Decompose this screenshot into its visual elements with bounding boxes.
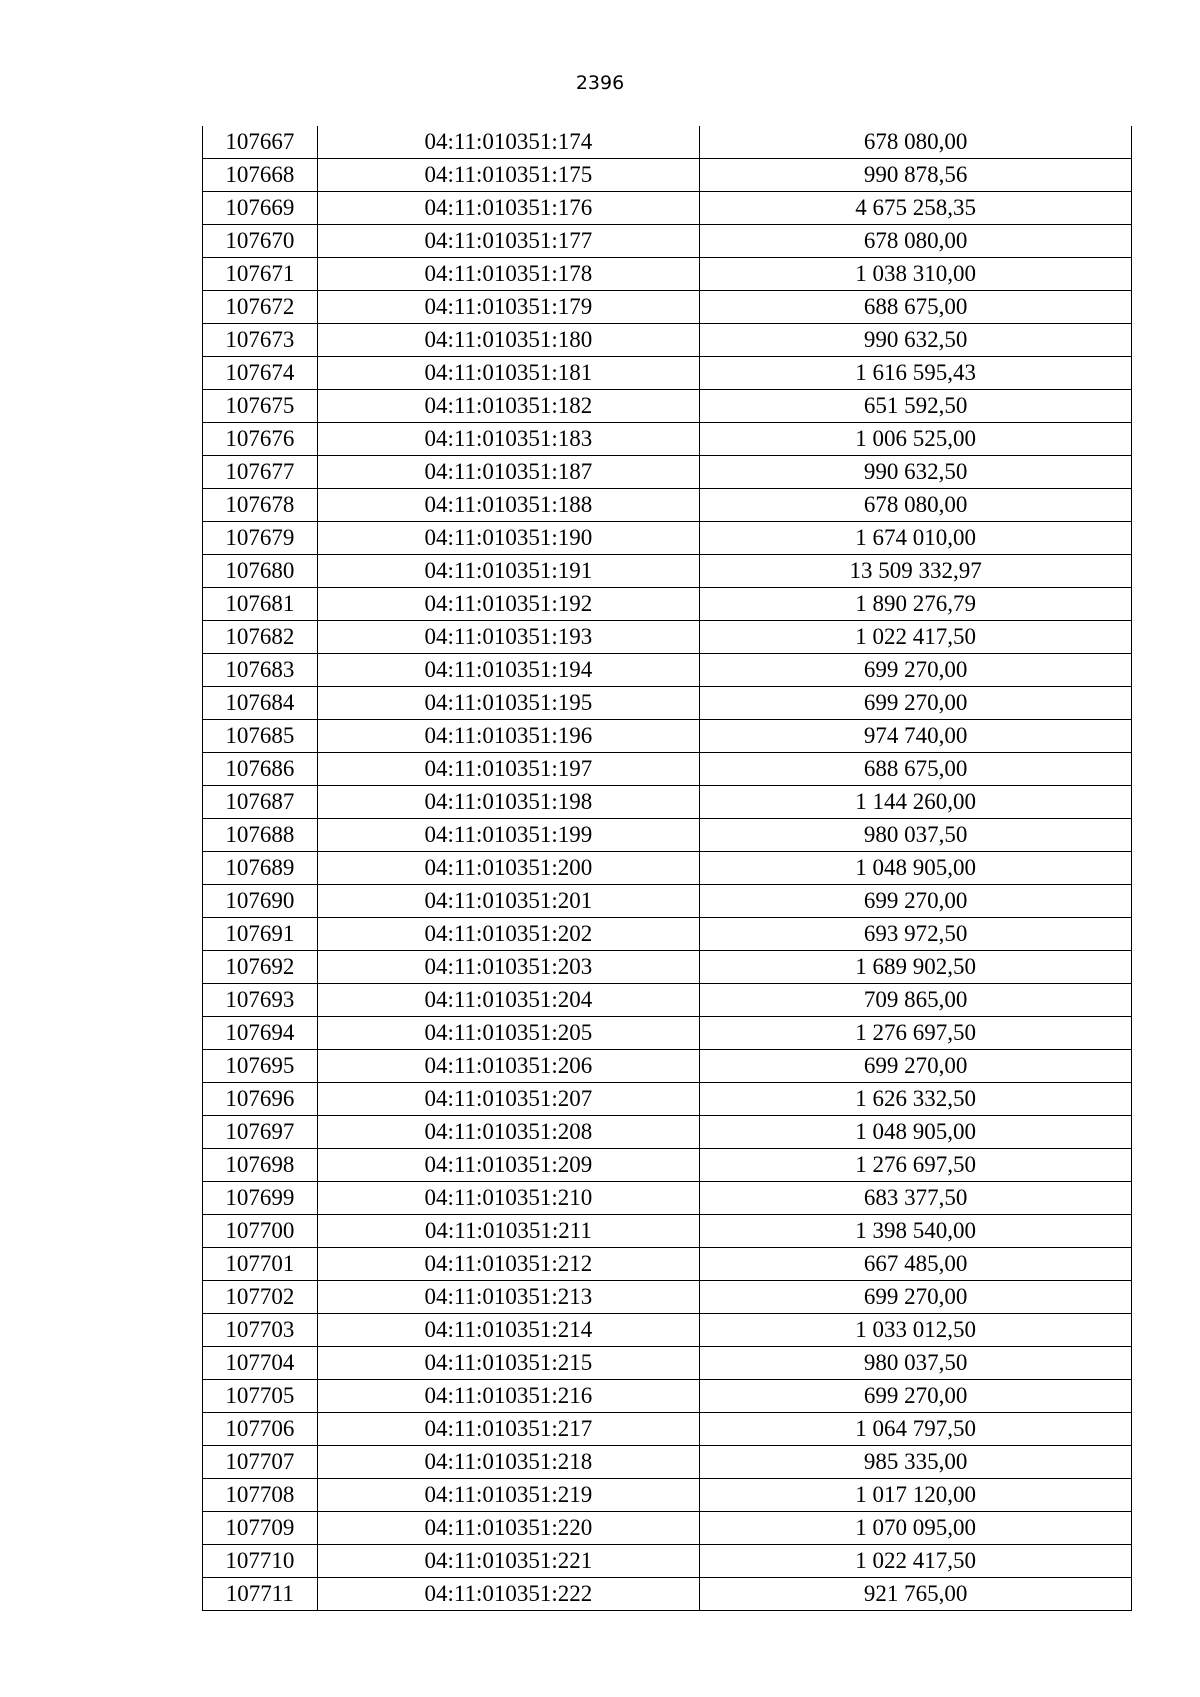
table-row (203, 819, 1132, 852)
cadastral-number-cell: 04:11:010351:213 (317, 1281, 699, 1314)
table-row (203, 1182, 1132, 1215)
row-number-cell: 107696 (203, 1083, 318, 1116)
cadastral-number-cell: 04:11:010351:180 (317, 324, 699, 357)
row-number-cell: 107692 (203, 951, 318, 984)
row-number-cell: 107702 (203, 1281, 318, 1314)
cadastral-value-cell: 699 270,00 (700, 1281, 1132, 1314)
cadastral-value-cell: 688 675,00 (700, 753, 1132, 786)
table-row (203, 324, 1132, 357)
cadastral-number-cell: 04:11:010351:175 (317, 159, 699, 192)
cadastral-value-cell: 699 270,00 (700, 654, 1132, 687)
table-row (203, 192, 1132, 225)
cadastral-number-cell: 04:11:010351:212 (317, 1248, 699, 1281)
cadastral-number-cell: 04:11:010351:187 (317, 456, 699, 489)
table-row (203, 1512, 1132, 1545)
table-row (203, 225, 1132, 258)
cadastral-value-cell: 651 592,50 (700, 390, 1132, 423)
row-number-cell: 107678 (203, 489, 318, 522)
cadastral-value-cell: 1 626 332,50 (700, 1083, 1132, 1116)
cadastral-value-cell: 1 033 012,50 (700, 1314, 1132, 1347)
cadastral-value-cell: 990 878,56 (700, 159, 1132, 192)
table-row (203, 1116, 1132, 1149)
cadastral-value-cell: 4 675 258,35 (700, 192, 1132, 225)
row-number-cell: 107691 (203, 918, 318, 951)
table-row (203, 588, 1132, 621)
row-number-cell: 107711 (203, 1578, 318, 1611)
cadastral-number-cell: 04:11:010351:218 (317, 1446, 699, 1479)
cadastral-value-cell: 1 017 120,00 (700, 1479, 1132, 1512)
row-number-cell: 107697 (203, 1116, 318, 1149)
table-row (203, 1083, 1132, 1116)
row-number-cell: 107699 (203, 1182, 318, 1215)
cadastral-number-cell: 04:11:010351:179 (317, 291, 699, 324)
cadastral-value-cell: 683 377,50 (700, 1182, 1132, 1215)
table-row (203, 390, 1132, 423)
cadastral-value-cell: 990 632,50 (700, 456, 1132, 489)
cadastral-value-cell: 699 270,00 (700, 687, 1132, 720)
row-number-cell: 107688 (203, 819, 318, 852)
cadastral-value-cell: 13 509 332,97 (700, 555, 1132, 588)
cadastral-number-cell: 04:11:010351:205 (317, 1017, 699, 1050)
table-row (203, 984, 1132, 1017)
cadastral-value-cell: 1 038 310,00 (700, 258, 1132, 291)
cadastral-number-cell: 04:11:010351:206 (317, 1050, 699, 1083)
cadastral-value-cell: 1 398 540,00 (700, 1215, 1132, 1248)
table-row (203, 786, 1132, 819)
cadastral-value-cell: 990 632,50 (700, 324, 1132, 357)
cadastral-number-cell: 04:11:010351:193 (317, 621, 699, 654)
cadastral-value-cell: 1 616 595,43 (700, 357, 1132, 390)
table-row (203, 1413, 1132, 1446)
cadastral-value-cell: 974 740,00 (700, 720, 1132, 753)
row-number-cell: 107703 (203, 1314, 318, 1347)
cadastral-value-cell: 678 080,00 (700, 126, 1132, 159)
cadastral-number-cell: 04:11:010351:191 (317, 555, 699, 588)
cadastral-number-cell: 04:11:010351:199 (317, 819, 699, 852)
row-number-cell: 107679 (203, 522, 318, 555)
cadastral-number-cell: 04:11:010351:190 (317, 522, 699, 555)
table-row (203, 159, 1132, 192)
row-number-cell: 107690 (203, 885, 318, 918)
table-row (203, 885, 1132, 918)
table-row (203, 1446, 1132, 1479)
cadastral-value-cell: 1 070 095,00 (700, 1512, 1132, 1545)
table-row (203, 1578, 1132, 1611)
table-row (203, 951, 1132, 984)
row-number-cell: 107670 (203, 225, 318, 258)
cadastral-value-cell: 1 689 902,50 (700, 951, 1132, 984)
cadastral-number-cell: 04:11:010351:219 (317, 1479, 699, 1512)
cadastral-value-table (202, 126, 1132, 1611)
cadastral-value-cell: 980 037,50 (700, 819, 1132, 852)
cadastral-value-cell: 678 080,00 (700, 489, 1132, 522)
cadastral-number-cell: 04:11:010351:216 (317, 1380, 699, 1413)
cadastral-number-cell: 04:11:010351:197 (317, 753, 699, 786)
cadastral-value-cell: 1 006 525,00 (700, 423, 1132, 456)
row-number-cell: 107683 (203, 654, 318, 687)
row-number-cell: 107705 (203, 1380, 318, 1413)
row-number-cell: 107704 (203, 1347, 318, 1380)
cadastral-value-cell: 980 037,50 (700, 1347, 1132, 1380)
cadastral-value-cell: 1 048 905,00 (700, 852, 1132, 885)
cadastral-number-cell: 04:11:010351:198 (317, 786, 699, 819)
cadastral-value-cell: 985 335,00 (700, 1446, 1132, 1479)
table-row (203, 1017, 1132, 1050)
cadastral-number-cell: 04:11:010351:207 (317, 1083, 699, 1116)
cadastral-value-cell: 1 022 417,50 (700, 621, 1132, 654)
cadastral-number-cell: 04:11:010351:176 (317, 192, 699, 225)
row-number-cell: 107689 (203, 852, 318, 885)
row-number-cell: 107667 (203, 126, 318, 159)
cadastral-number-cell: 04:11:010351:203 (317, 951, 699, 984)
cadastral-number-cell: 04:11:010351:200 (317, 852, 699, 885)
table-row (203, 720, 1132, 753)
cadastral-value-cell: 709 865,00 (700, 984, 1132, 1017)
cadastral-number-cell: 04:11:010351:221 (317, 1545, 699, 1578)
row-number-cell: 107672 (203, 291, 318, 324)
cadastral-number-cell: 04:11:010351:209 (317, 1149, 699, 1182)
table-row (203, 1215, 1132, 1248)
row-number-cell: 107669 (203, 192, 318, 225)
cadastral-value-cell: 699 270,00 (700, 885, 1132, 918)
row-number-cell: 107673 (203, 324, 318, 357)
table-row (203, 291, 1132, 324)
table-row (203, 621, 1132, 654)
cadastral-number-cell: 04:11:010351:202 (317, 918, 699, 951)
row-number-cell: 107694 (203, 1017, 318, 1050)
row-number-cell: 107680 (203, 555, 318, 588)
cadastral-number-cell: 04:11:010351:220 (317, 1512, 699, 1545)
row-number-cell: 107693 (203, 984, 318, 1017)
row-number-cell: 107701 (203, 1248, 318, 1281)
row-number-cell: 107706 (203, 1413, 318, 1446)
row-number-cell: 107709 (203, 1512, 318, 1545)
cadastral-number-cell: 04:11:010351:188 (317, 489, 699, 522)
cadastral-number-cell: 04:11:010351:178 (317, 258, 699, 291)
table-row (203, 357, 1132, 390)
row-number-cell: 107676 (203, 423, 318, 456)
cadastral-number-cell: 04:11:010351:195 (317, 687, 699, 720)
cadastral-value-cell: 921 765,00 (700, 1578, 1132, 1611)
table-row (203, 1050, 1132, 1083)
row-number-cell: 107684 (203, 687, 318, 720)
row-number-cell: 107668 (203, 159, 318, 192)
cadastral-number-cell: 04:11:010351:183 (317, 423, 699, 456)
table-row (203, 1479, 1132, 1512)
table-row (203, 1248, 1132, 1281)
cadastral-number-cell: 04:11:010351:201 (317, 885, 699, 918)
table-row (203, 1314, 1132, 1347)
cadastral-number-cell: 04:11:010351:182 (317, 390, 699, 423)
row-number-cell: 107710 (203, 1545, 318, 1578)
row-number-cell: 107674 (203, 357, 318, 390)
cadastral-value-cell: 678 080,00 (700, 225, 1132, 258)
cadastral-number-cell: 04:11:010351:222 (317, 1578, 699, 1611)
cadastral-number-cell: 04:11:010351:211 (317, 1215, 699, 1248)
table-row (203, 1149, 1132, 1182)
page-number: 2396 (575, 72, 625, 94)
cadastral-value-cell: 1 276 697,50 (700, 1017, 1132, 1050)
table-row (203, 1380, 1132, 1413)
table-row (203, 918, 1132, 951)
row-number-cell: 107708 (203, 1479, 318, 1512)
cadastral-number-cell: 04:11:010351:208 (317, 1116, 699, 1149)
row-number-cell: 107677 (203, 456, 318, 489)
table-row (203, 522, 1132, 555)
table-row (203, 1347, 1132, 1380)
cadastral-number-cell: 04:11:010351:204 (317, 984, 699, 1017)
table-row (203, 258, 1132, 291)
table-row (203, 687, 1132, 720)
table-row (203, 555, 1132, 588)
cadastral-number-cell: 04:11:010351:192 (317, 588, 699, 621)
row-number-cell: 107687 (203, 786, 318, 819)
row-number-cell: 107675 (203, 390, 318, 423)
row-number-cell: 107671 (203, 258, 318, 291)
row-number-cell: 107685 (203, 720, 318, 753)
row-number-cell: 107698 (203, 1149, 318, 1182)
cadastral-number-cell: 04:11:010351:214 (317, 1314, 699, 1347)
row-number-cell: 107707 (203, 1446, 318, 1479)
cadastral-value-cell: 1 674 010,00 (700, 522, 1132, 555)
cadastral-value-cell: 693 972,50 (700, 918, 1132, 951)
cadastral-value-cell: 1 048 905,00 (700, 1116, 1132, 1149)
cadastral-value-cell: 1 144 260,00 (700, 786, 1132, 819)
cadastral-value-cell: 699 270,00 (700, 1050, 1132, 1083)
cadastral-value-cell: 688 675,00 (700, 291, 1132, 324)
table-row (203, 423, 1132, 456)
table-body (203, 126, 1132, 1611)
table-row (203, 1281, 1132, 1314)
row-number-cell: 107695 (203, 1050, 318, 1083)
cadastral-number-cell: 04:11:010351:177 (317, 225, 699, 258)
cadastral-number-cell: 04:11:010351:194 (317, 654, 699, 687)
cadastral-number-cell: 04:11:010351:196 (317, 720, 699, 753)
cadastral-value-cell: 699 270,00 (700, 1380, 1132, 1413)
cadastral-number-cell: 04:11:010351:210 (317, 1182, 699, 1215)
table-row (203, 1545, 1132, 1578)
cadastral-value-cell: 1 890 276,79 (700, 588, 1132, 621)
cadastral-value-cell: 1 064 797,50 (700, 1413, 1132, 1446)
table-row (203, 654, 1132, 687)
cadastral-number-cell: 04:11:010351:215 (317, 1347, 699, 1380)
cadastral-number-cell: 04:11:010351:217 (317, 1413, 699, 1446)
row-number-cell: 107686 (203, 753, 318, 786)
cadastral-value-cell: 1 022 417,50 (700, 1545, 1132, 1578)
table-row (203, 852, 1132, 885)
cadastral-number-cell: 04:11:010351:174 (317, 126, 699, 159)
row-number-cell: 107681 (203, 588, 318, 621)
table-row (203, 126, 1132, 159)
cadastral-number-cell: 04:11:010351:181 (317, 357, 699, 390)
table-row (203, 489, 1132, 522)
cadastral-value-cell: 667 485,00 (700, 1248, 1132, 1281)
row-number-cell: 107700 (203, 1215, 318, 1248)
cadastral-value-cell: 1 276 697,50 (700, 1149, 1132, 1182)
table-row (203, 753, 1132, 786)
row-number-cell: 107682 (203, 621, 318, 654)
table-row (203, 456, 1132, 489)
